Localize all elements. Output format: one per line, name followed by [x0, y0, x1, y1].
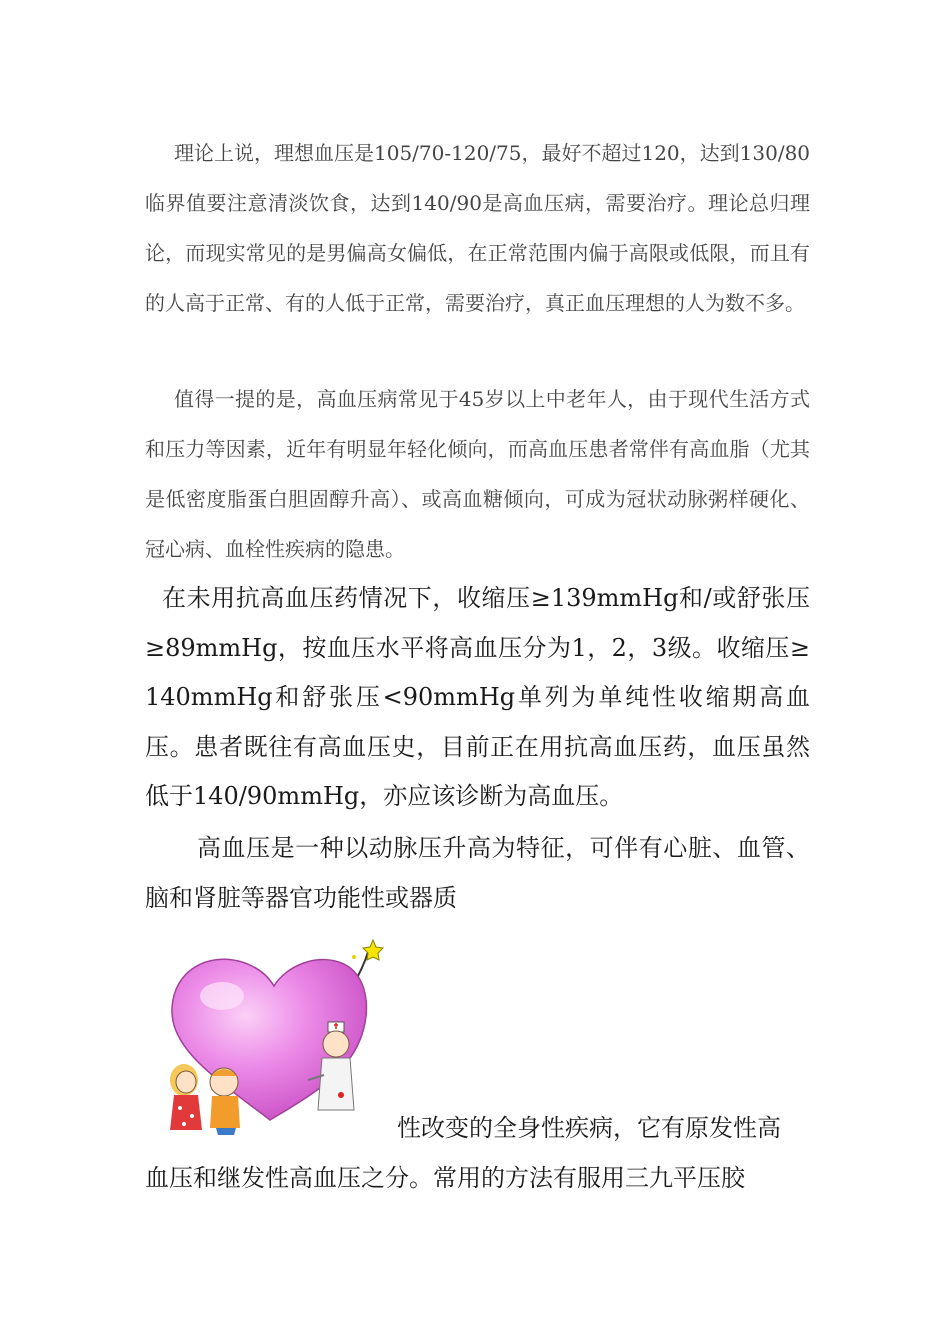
paragraph-hypertension-risk: 值得一提的是，高血压病常见于45岁以上中老年人，由于现代生活方式和压力等因素，近年有明显年轻化倾向，而高血压患者常伴有高血脂（尤其是低密度脂蛋白胆固醇升高）、或高血糖倾向，可成为冠状动脉粥样硬化、冠心病、血栓性疾病的隐患。 — [145, 387, 810, 561]
paragraph-hypertension-definition: 高血压是一种以动脉压升高为特征，可伴有心脏、血管、脑和肾脏等器官功能性或器质 — [145, 834, 810, 912]
paragraph-ideal-blood-pressure: 理论上说，理想血压是105/70-120/75，最好不超过120，达到130/80临界值要注意清淡饮食，达到140/90是高血压病，需要治疗。理论总归理论，而现实常见的是男偏高女偏低，在正常范围内偏于高限或低限，而且有的人高于正常、有的人低于正常，需要治疗，真正血压理想的人为数不多。 — [145, 141, 811, 315]
paragraph-hypertension-continued — [145, 1104, 810, 1204]
paragraph-line-final: 血压和继发性高血压之分。常用的方法有服用三九平压胶 — [145, 1164, 745, 1192]
paragraph-line-wrapped-beside-image: 性改变的全身性疾病，它有原发性高 — [397, 1114, 781, 1142]
paragraph-hypertension-diagnosis: 在未用抗高血压药情况下，收缩压≥139mmHg和/或舒张压≥89mmHg，按血压水平将高血压分为1，2，3级。收缩压≥140mmHg和舒张压<90mmHg单列为单纯性收缩期高血压。患者既往有高血压史，目前正在用抗高血压药，血压虽然低于140/90mmHg，亦应该诊断为高血压。 — [145, 584, 810, 810]
